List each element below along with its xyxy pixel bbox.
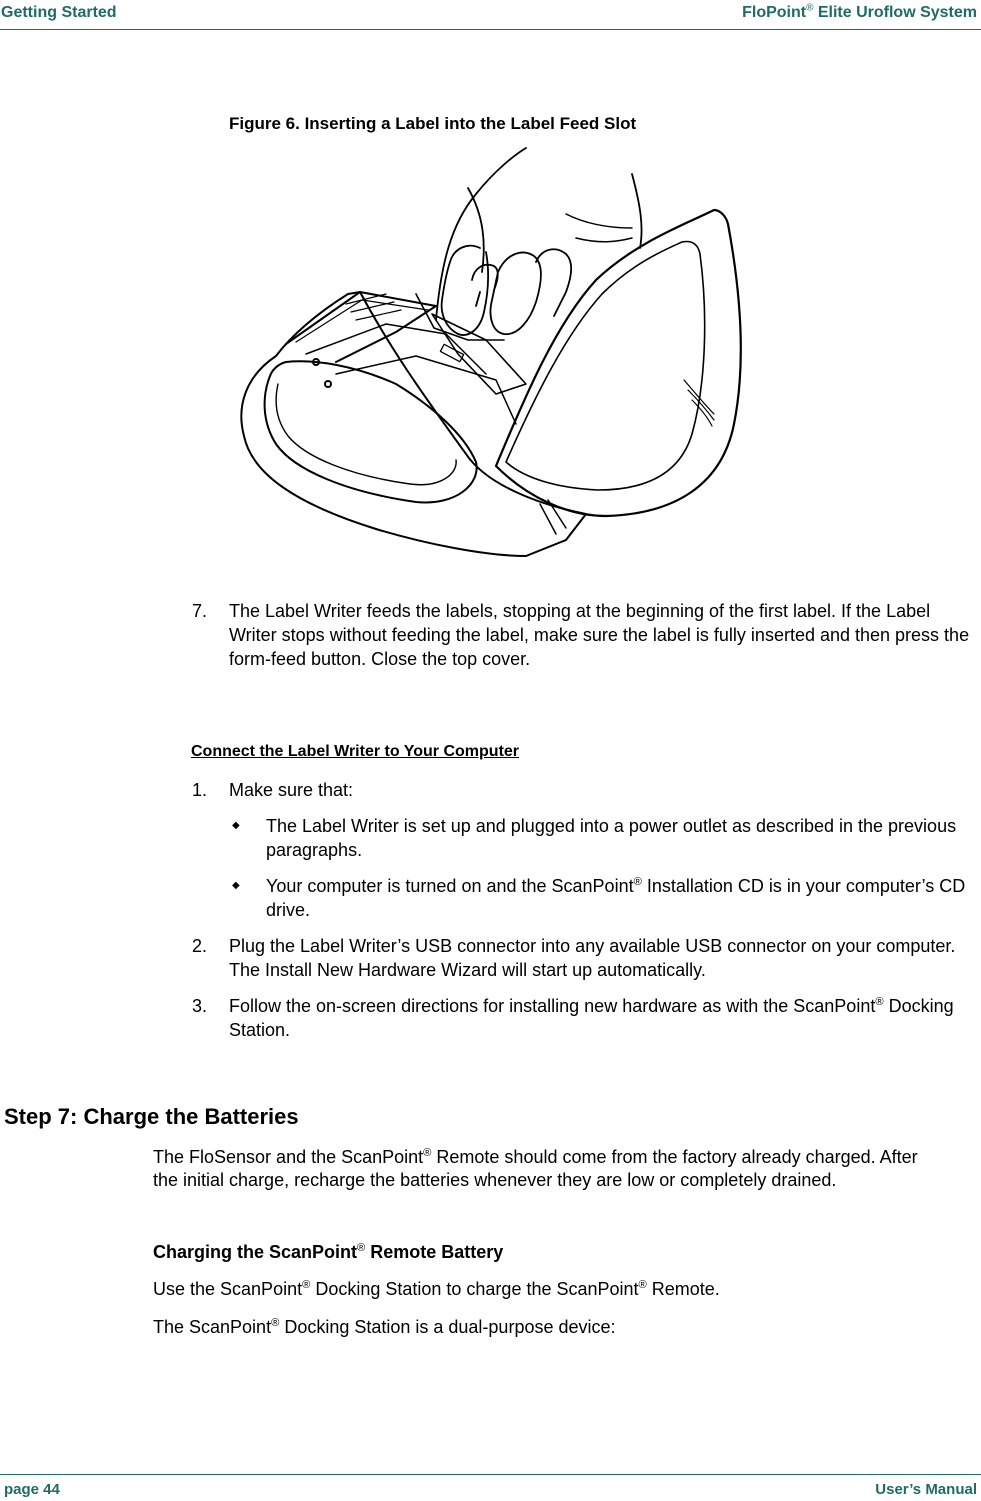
diamond-bullet-icon: ◆ — [232, 880, 240, 891]
step-7-intro — [153, 1146, 943, 1192]
header-product-title — [742, 4, 977, 22]
step-number: 1. — [192, 780, 208, 800]
label-writer-illustration — [236, 144, 752, 560]
bullet-text — [266, 874, 977, 922]
charging-heading-b: Remote Battery — [365, 1242, 504, 1262]
step-text: The Label Writer feeds the labels, stopping at the beginning of the first label. If the Label Writer stops without feeding the label, make sure the label is fully inserted and then press the form-feed button. Close the top cover. — [229, 601, 970, 669]
intro-text-b: Remote should come from the factory already charged. After the initial charge, recharge the batteries whenever they are low or completely drained. — [153, 1147, 918, 1190]
registered-mark: ® — [875, 996, 884, 1008]
line1-text-c: Remote. — [646, 1279, 720, 1299]
diamond-bullet-icon: ◆ — [232, 820, 240, 831]
label-feed-slot — [286, 292, 436, 362]
step-number: 3. — [192, 996, 208, 1016]
product-suffix: Elite Uroflow System — [813, 4, 977, 21]
step-text — [229, 994, 977, 1042]
step-7-heading: Step 7: Charge the Batteries — [4, 1104, 299, 1129]
page-footer — [0, 1474, 981, 1501]
printer-tray — [265, 361, 477, 502]
line2-text-a: The ScanPoint — [153, 1317, 272, 1337]
registered-mark: ® — [633, 876, 642, 888]
page-number: page 44 — [4, 1481, 60, 1498]
docking-station-line-1 — [153, 1278, 943, 1301]
hand — [436, 148, 571, 335]
charging-heading — [153, 1242, 503, 1263]
step-text-a: Follow the on-screen directions for installing new hardware as with the ScanPoint — [229, 996, 876, 1016]
registered-mark: ® — [423, 1147, 432, 1159]
registered-mark: ® — [357, 1242, 366, 1254]
step-text: Make sure that: — [229, 780, 354, 800]
registered-mark: ® — [806, 2, 814, 14]
registered-mark: ® — [638, 1279, 647, 1291]
registered-mark: ® — [271, 1317, 280, 1329]
figure-caption: Figure 6. Inserting a Label into the Label Feed Slot — [229, 114, 637, 133]
step-number: 2. — [192, 936, 208, 956]
connect-heading: Connect the Label Writer to Your Computer — [191, 743, 520, 760]
step-number: 7. — [192, 601, 208, 621]
registered-mark: ® — [302, 1279, 311, 1291]
line1-text-a: Use the ScanPoint — [153, 1279, 303, 1299]
line1-text-b: Docking Station to charge the ScanPoint — [310, 1279, 639, 1299]
intro-text-a: The FloSensor and the ScanPoint — [153, 1147, 424, 1167]
bullet-text-b: Installation CD is in your computer’s CD drive. — [266, 876, 966, 920]
bullet-text: The Label Writer is set up and plugged into a power outlet as described in the previous paragraphs. — [266, 816, 957, 860]
header-section-title: Getting Started — [1, 4, 117, 21]
step-text-b: Docking Station. — [229, 996, 954, 1040]
product-name: FloPoint — [742, 4, 807, 21]
printer-base — [241, 292, 586, 556]
docking-station-line-2 — [153, 1316, 943, 1339]
bullet-text-a: Your computer is turned on and the ScanPoint — [266, 876, 634, 896]
step-text: Plug the Label Writer’s USB connector into any available USB connector on your computer. The Install New Hardware Wizard will start up automatically. — [229, 936, 956, 980]
page-header — [0, 4, 981, 30]
charging-heading-a: Charging the ScanPoint — [153, 1242, 358, 1262]
line2-text-b: Docking Station is a dual-purpose device: — [279, 1317, 616, 1337]
manual-title: User’s Manual — [875, 1481, 977, 1498]
